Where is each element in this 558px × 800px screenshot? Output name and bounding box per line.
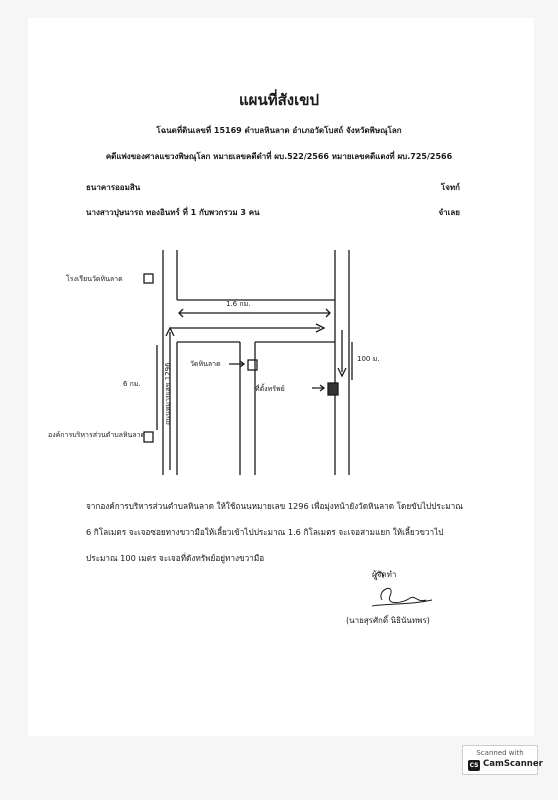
temple-label: วัดหินลาด xyxy=(190,360,221,368)
directions-line-2: 6 กิโลเมตร จะเจอซอยทางขวามือให้เลี้ยวเข้าไปประมาณ 1.6 กิโลเมตร จะเจอสามแยก ให้เลี้ยวขวาไป xyxy=(86,527,444,537)
property-label: ที่ตั้งทรัพย์ xyxy=(255,385,285,393)
case-number-line: คดีแพ่งของศาลแขวงพิษณุโลก หมายเลขคดีดำที่ ผบ.522/2566 หมายเลขคดีแดงที่ ผบ.725/2566 xyxy=(105,152,453,161)
signer-name: (นายสุรศักดิ์ นิธินันทพร) xyxy=(346,616,430,625)
directions-line-1: จากองค์การบริหารส่วนตำบลหินลาด ให้ใช้ถนนหมายเลข 1296 เพื่อมุ่งหน้ายังวัดหินลาด โดยขับไปประมาณ xyxy=(86,501,463,511)
distance-100m-label: 100 ม. xyxy=(357,355,380,363)
camscanner-logo-icon: CS xyxy=(469,762,479,769)
camscanner-watermark xyxy=(462,745,543,775)
school-label: โรงเรียนวัดหินลาด xyxy=(66,275,123,283)
document-title: แผนที่สังเขป xyxy=(239,91,319,109)
plaintiff-role: โจทก์ xyxy=(440,183,460,192)
distance-1-6km-label: 1.6 กม. xyxy=(226,300,251,308)
signer-role: ผู้จัดทำ xyxy=(372,570,397,579)
plaintiff-name: ธนาคารออมสิน xyxy=(86,183,141,192)
scanned-with-text: Scanned with xyxy=(476,749,524,757)
directions-line-3: ประมาณ 100 เมตร จะเจอที่ดังทรัพย์อยู่ทางขวามือ xyxy=(86,553,265,563)
defendant-name: นางสาวปุษนารถ ทองอินทร์ ที่ 1 กับพวกรวม 3 คน xyxy=(86,208,260,217)
land-deed-line: โฉนดที่ดินเลขที่ 15169 ตำบลหินลาด อำเภอวัดโบสถ์ จังหวัดพิษณุโลก xyxy=(156,126,402,135)
road-1296-label: ถนนหมายเลข 1296 xyxy=(164,362,172,425)
camscanner-name: CamScanner xyxy=(483,759,543,769)
sao-label: องค์การบริหารส่วนตำบลหินลาด xyxy=(48,431,146,439)
distance-6km-label: 6 กม. xyxy=(123,380,141,388)
defendant-role: จำเลย xyxy=(438,208,460,217)
